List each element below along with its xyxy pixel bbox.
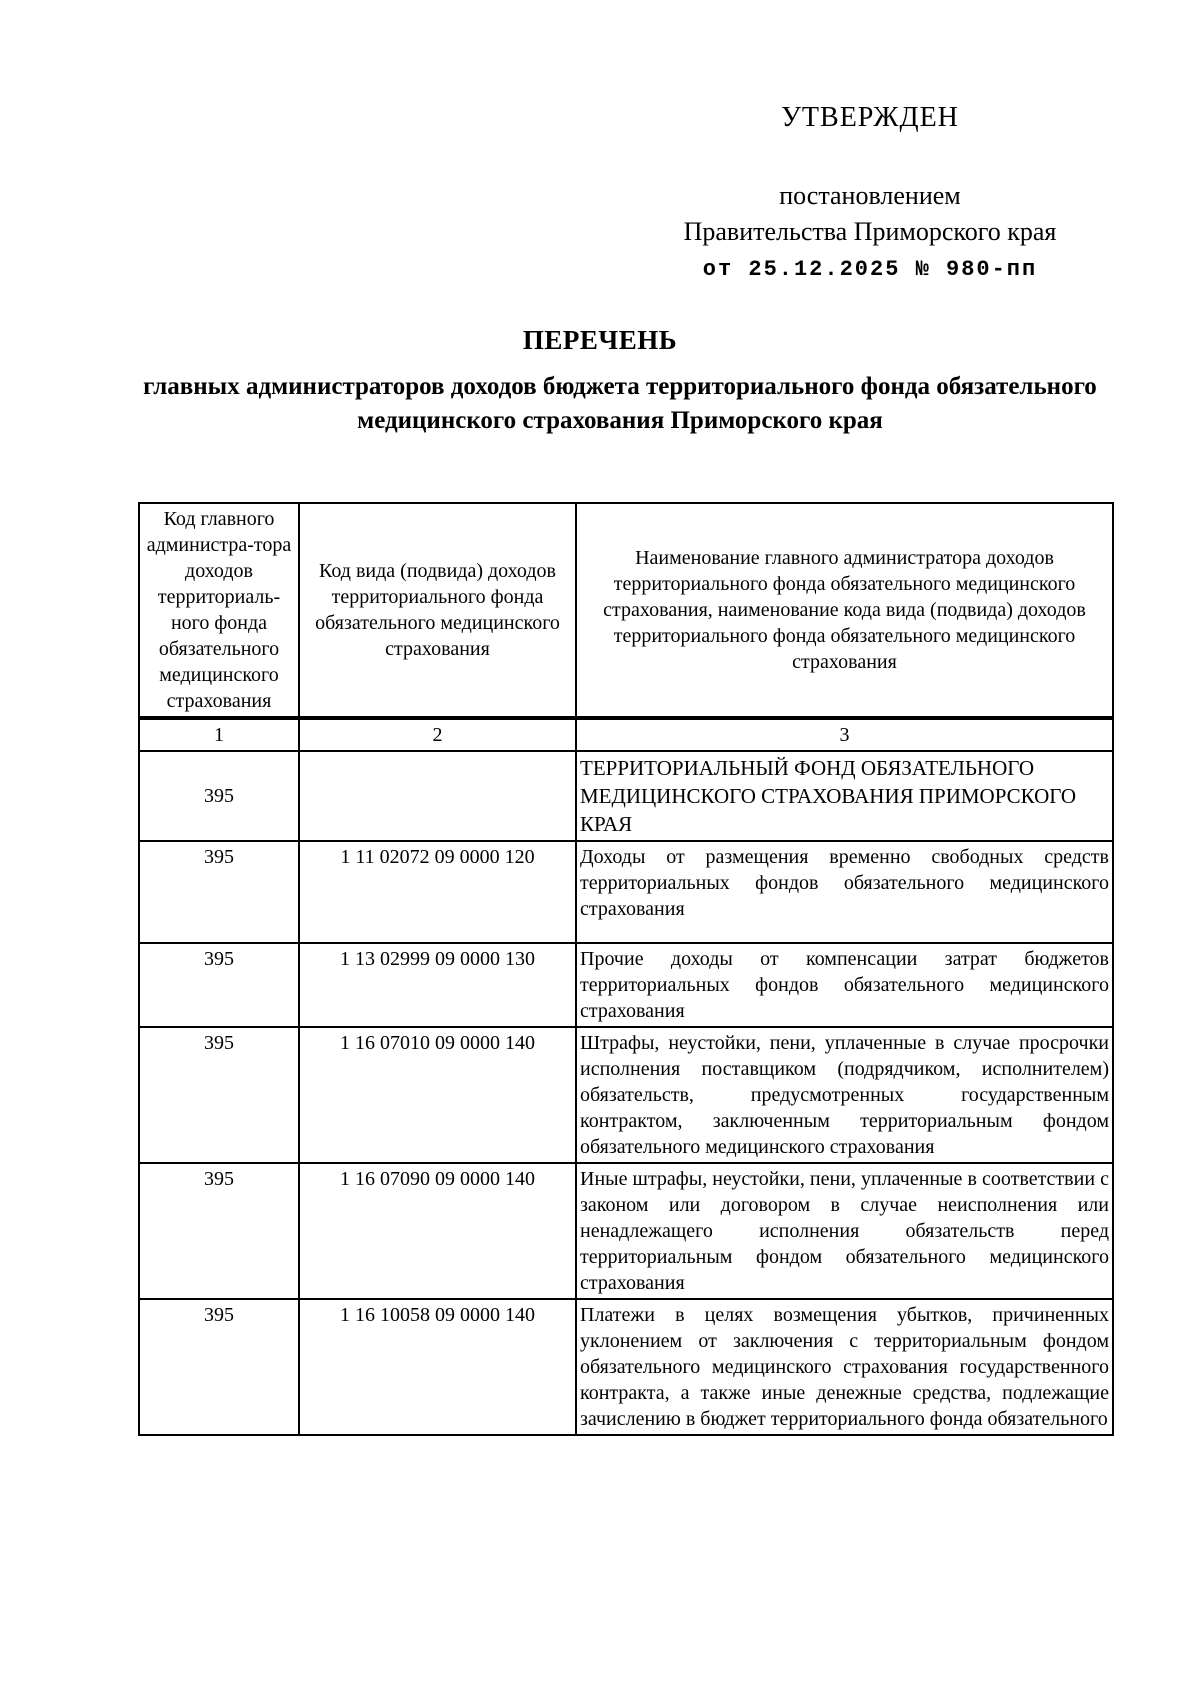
admin-code-cell: 395 xyxy=(139,841,299,943)
admin-code-cell: 395 xyxy=(139,1163,299,1299)
column-numbers-row xyxy=(139,718,1113,751)
name-cell: Штрафы, неустойки, пени, уплаченные в случае просрочки исполнения поставщиком (подрядчиком, исполнителем) обязательств, предусмотренных государственным контрактом, заключенным территориальным фондом обязательного медицинского страхования xyxy=(576,1027,1113,1163)
admin-code-cell: 395 xyxy=(139,943,299,1027)
table-row xyxy=(139,1299,1113,1435)
name-cell: Прочие доходы от компенсации затрат бюджетов территориальных фондов обязательного медицинского страхования xyxy=(576,943,1113,1027)
table-row xyxy=(139,1163,1113,1299)
table-row xyxy=(139,841,1113,943)
header-name: Наименование главного администратора доходов территориального фонда обязательного медицинского страхования, наименование кода вида (подвида) доходов территориального фонда обязательного медицинского страхования xyxy=(576,503,1113,718)
approval-line-2: Правительства Приморского края xyxy=(683,217,1057,246)
revenue-administrators-table xyxy=(138,502,1114,1436)
document-subtitle: главных администраторов доходов бюджета территориального фонда обязательного медицинского страхования Приморского края xyxy=(143,373,1097,434)
name-cell: Иные штрафы, неустойки, пени, уплаченные в соответствии с законом или договором в случае неисполнения или ненадлежащего исполнения обязательств перед территориальным фондом обязательного медицинского страхования xyxy=(576,1163,1113,1299)
table-row xyxy=(139,943,1113,1027)
column-number: 2 xyxy=(299,718,576,751)
name-cell: Доходы от размещения временно свободных средств территориальных фондов обязательного медицинского страхования xyxy=(576,841,1113,943)
name-cell: ТЕРРИТОРИАЛЬНЫЙ ФОНД ОБЯЗАТЕЛЬНОГО МЕДИЦИНСКОГО СТРАХОВАНИЯ ПРИМОРСКОГО КРАЯ xyxy=(576,751,1113,841)
revenue-code-cell: 1 11 02072 09 0000 120 xyxy=(299,841,576,943)
decree-number: от 25.12.2025 № 980-пп xyxy=(702,257,1038,282)
table-row xyxy=(139,1027,1113,1163)
table-header-row xyxy=(139,503,1113,718)
revenue-code-cell: 1 16 10058 09 0000 140 xyxy=(299,1299,576,1435)
header-revenue-code: Код вида (подвида) доходов территориального фонда обязательного медицинского страхования xyxy=(299,503,576,718)
column-number: 1 xyxy=(139,718,299,751)
table-row xyxy=(139,751,1113,841)
document-title: ПЕРЕЧЕНЬ xyxy=(522,325,678,355)
approval-block xyxy=(640,100,1100,288)
admin-code-cell: 395 xyxy=(139,751,299,841)
admin-code-cell: 395 xyxy=(139,1027,299,1163)
revenue-code-cell: 1 13 02999 09 0000 130 xyxy=(299,943,576,1027)
revenue-code-cell: 1 16 07090 09 0000 140 xyxy=(299,1163,576,1299)
revenue-code-cell: 1 16 07010 09 0000 140 xyxy=(299,1027,576,1163)
approval-stamp: УТВЕРЖДЕН xyxy=(781,102,959,133)
name-cell: Платежи в целях возмещения убытков, причиненных уклонением от заключения с территориальным фондом обязательного медицинского страхования государственного контракта, а также иные денежные средства, подлежащие зачислению в бюджет территориального фонда обязательного xyxy=(576,1299,1113,1435)
admin-code-cell: 395 xyxy=(139,1299,299,1435)
column-number: 3 xyxy=(576,718,1113,751)
header-admin-code: Код главного администра-тора доходов территориаль-ного фонда обязательного медицинского страхования xyxy=(139,503,299,718)
approval-line-1: постановлением xyxy=(779,181,961,210)
revenue-code-cell xyxy=(299,751,576,841)
